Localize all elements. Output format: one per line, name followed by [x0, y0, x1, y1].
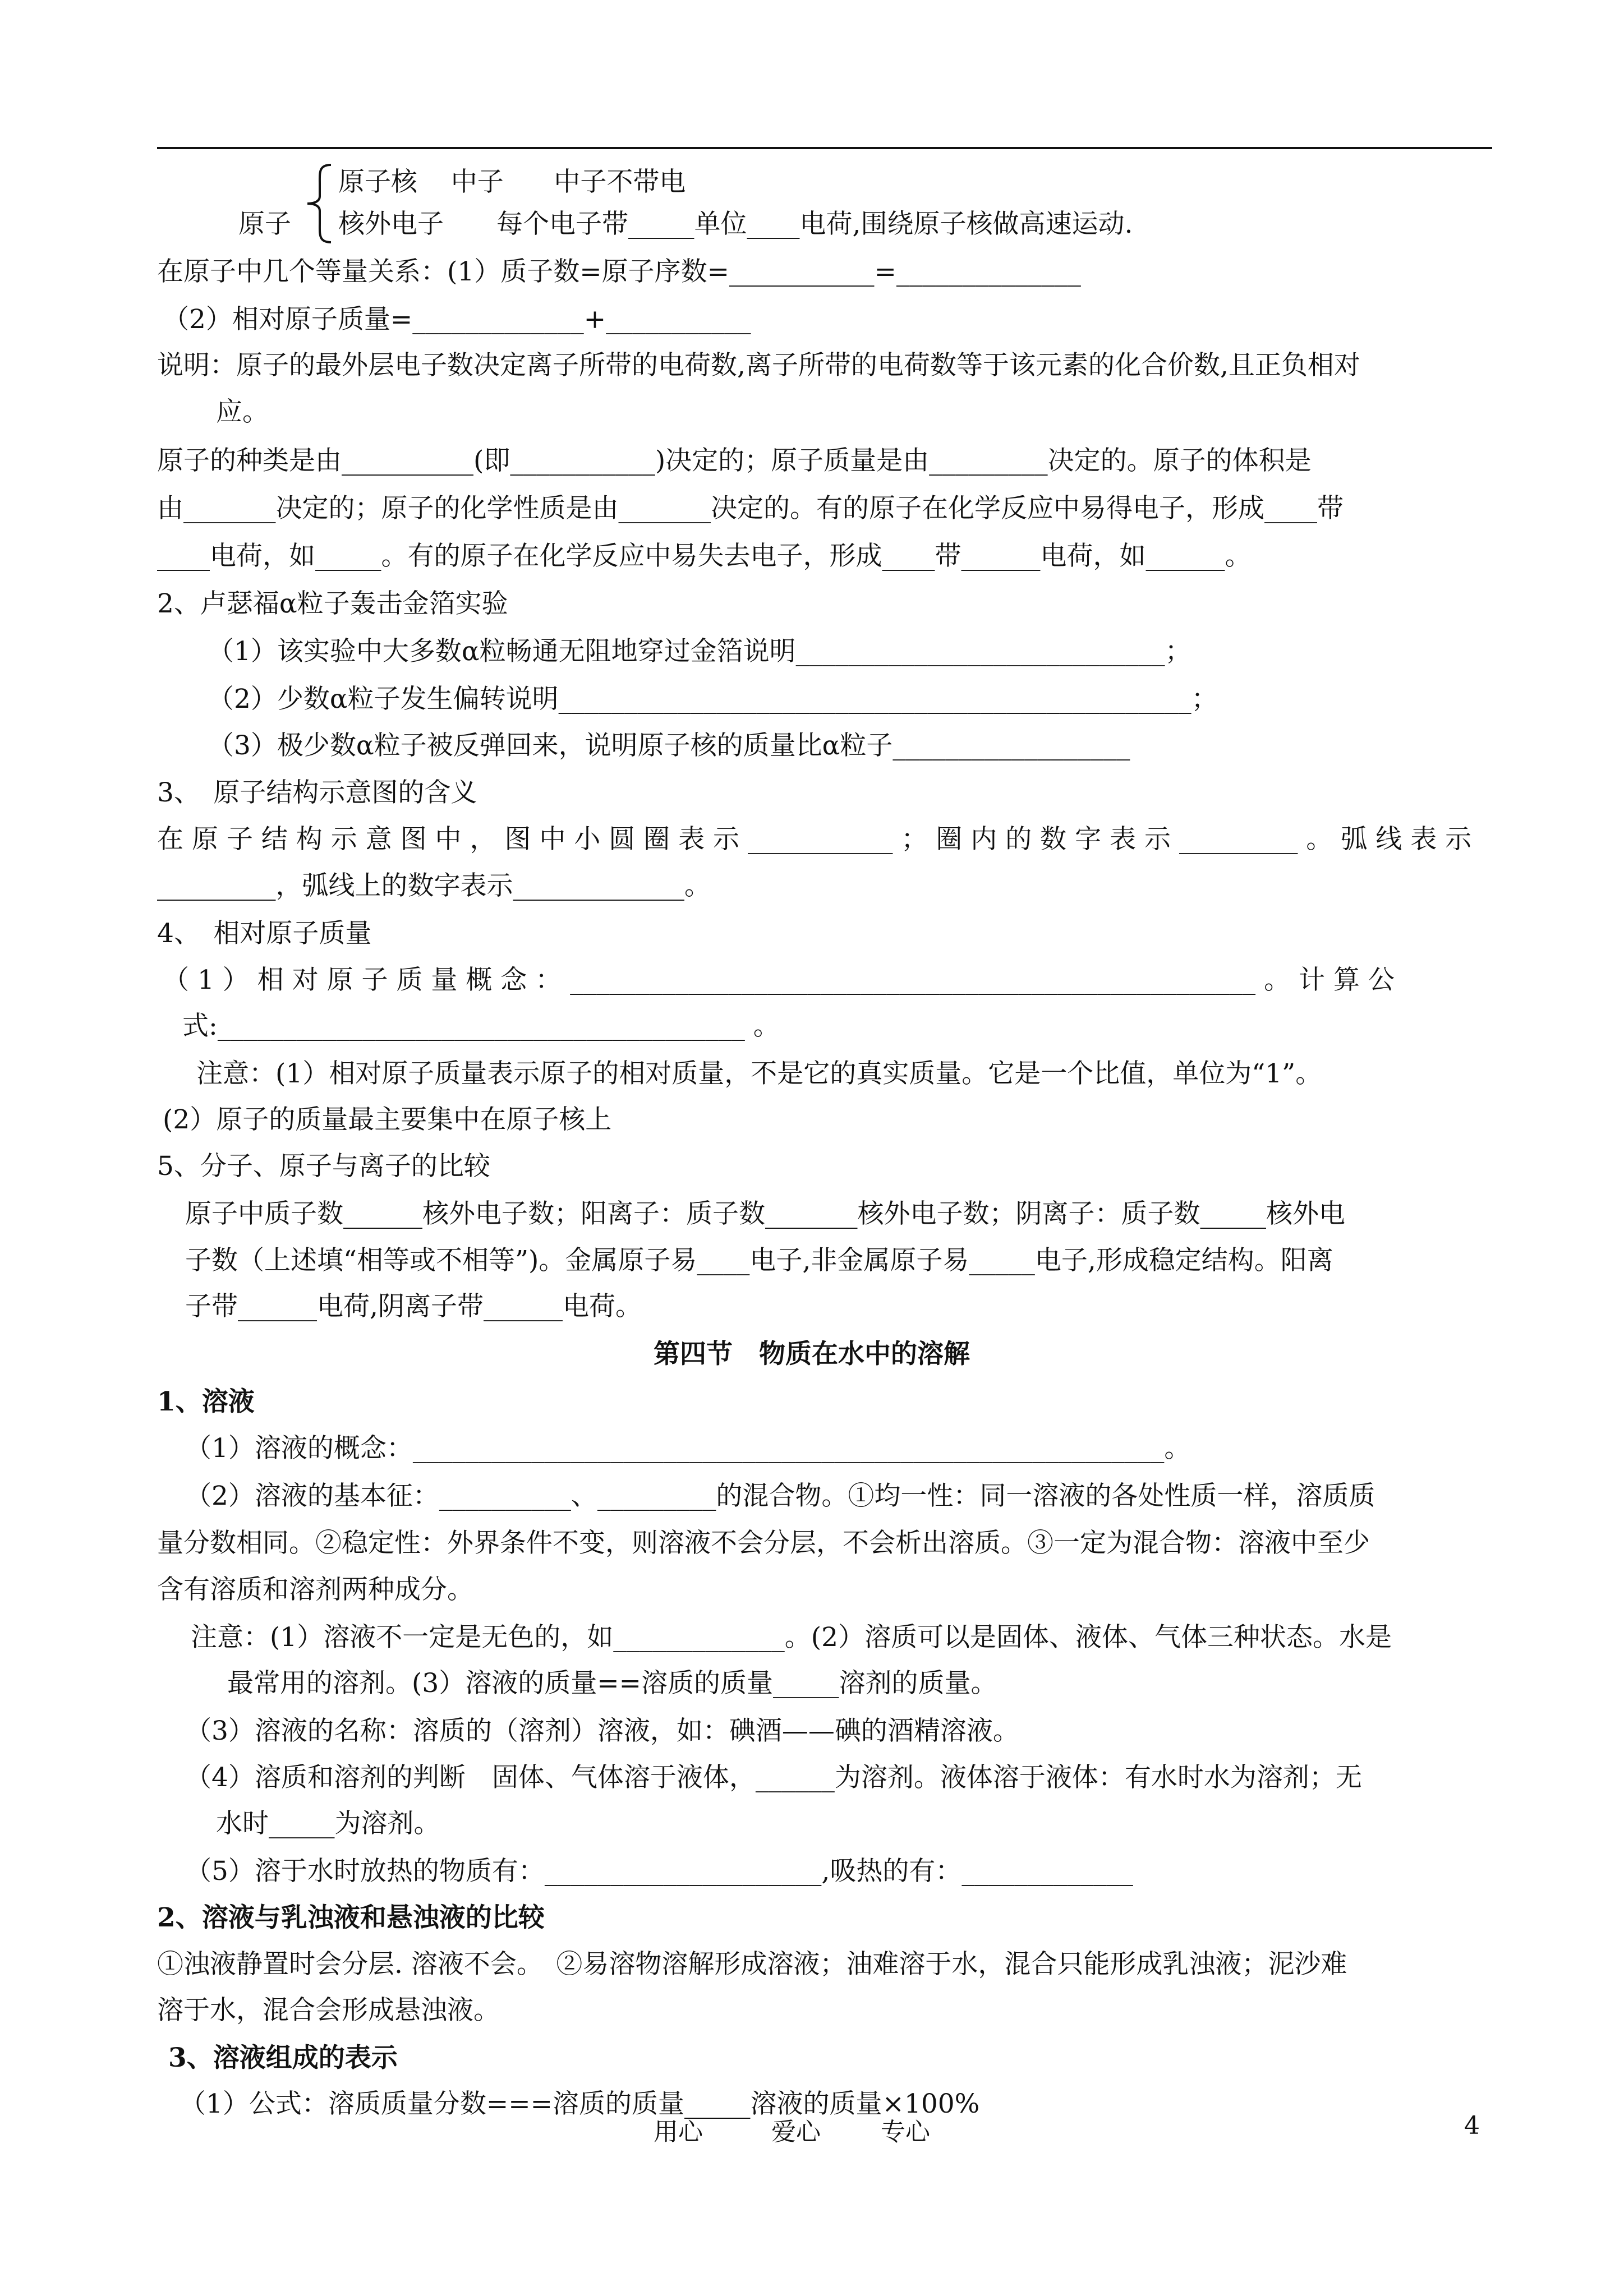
section-heading: 5、分子、原子与离子的比较	[157, 1151, 490, 1182]
text-line: （2）少数α粒子发生偏转说明________________________________________________；	[208, 684, 1218, 714]
text-line: 式:________________________________________ 。	[182, 1011, 780, 1041]
text-line: 注意：(1）溶液不一定是无色的，如_____________。(2）溶质可以是固体、液体、气体三种状态。水是	[191, 1622, 1392, 1653]
tree-root: 原子	[238, 209, 291, 239]
text-line: 原子中质子数______核外电子数；阳离子：质子数_______核外电子数；阴离子：质子数_____核外电	[185, 1198, 1345, 1229]
tree-neutron-note: 中子不带电	[554, 167, 686, 197]
text-line: 说明：原子的最外层电子数决定离子所带的电荷数,离子所带的电荷数等于该元素的化合价数,且正负相对	[157, 350, 1360, 381]
text-line: ①浊液静置时会分层. 溶液不会。 ②易溶物溶解形成溶液；油难溶于水，混合只能形成乳浊液；泥沙难	[157, 1949, 1347, 1980]
footer-motto: 用心	[654, 2118, 703, 2146]
brace-icon	[303, 162, 337, 246]
text-line: 在 原 子 结 构 示 意 图 中 ， 图 中 小 圆 圈 表 示 ___________ ； 圈 内 的 数 字 表 示 _________ 。 弧 线 表 示	[157, 824, 1472, 855]
text-line: 含有溶质和溶剂两种成分。	[157, 1574, 473, 1605]
text-line: _________，弧线上的数字表示_____________。	[157, 870, 711, 901]
text-line: 溶于水，混合会形成悬浊液。	[157, 1995, 500, 2026]
section-heading: 3、 原子结构示意图的含义	[157, 777, 477, 808]
header-rule	[157, 147, 1492, 149]
text-line: （1）溶液的概念：_________________________________________________________。	[185, 1433, 1191, 1464]
tree-nucleus-label: 原子核	[338, 167, 417, 197]
text-line: 原子的种类是由__________(即___________)决定的；原子质量是由_________决定的。原子的体积是	[157, 445, 1312, 476]
text-line: 应。	[216, 397, 269, 427]
text-line: 由_______决定的；原子的化学性质是由_______决定的。有的原子在化学反应中易得电子，形成____带	[157, 493, 1344, 524]
text-line: （ 1 ） 相 对 原 子 质 量 概 念 ： ____________________________________________________ 。 计 算 公	[163, 965, 1395, 995]
text-line: （5）溶于水时放热的物质有：_____________________,吸热的有：_____________	[185, 1856, 1133, 1887]
tree-nucleus	[338, 165, 686, 199]
text-line: 量分数相同。②稳定性：外界条件不变，则溶液不会分层，不会析出溶质。③一定为混合物：溶液中至少	[157, 1528, 1370, 1559]
section-heading: 1、溶液	[157, 1386, 255, 1417]
page-number: 4	[1464, 2111, 1480, 2140]
text-line: （2）溶液的基本征：__________、_________的混合物。①均一性：同一溶液的各处性质一样，溶质质	[185, 1481, 1375, 1511]
text-line: 子数（上述填“相等或不相等”)。金属原子易____电子,非金属原子易_____电子,形成稳定结构。阳离	[185, 1245, 1333, 1276]
tree-electron-line: 核外电子 每个电子带_____单位____电荷,围绕原子核做高速运动.	[338, 209, 1133, 239]
text-line: 注意：(1）相对原子质量表示原子的相对质量，不是它的真实质量。它是一个比值，单位为“1”。	[196, 1058, 1322, 1089]
text-line: （3）极少数α粒子被反弹回来，说明原子核的质量比α粒子__________________	[208, 730, 1130, 761]
text-line: (2）原子的质量最主要集中在原子核上	[163, 1104, 612, 1135]
section-title: 第四节 物质在水中的溶解	[654, 1339, 970, 1370]
text-line: ____电荷，如_____。有的原子在化学反应中易失去电子，形成____带______电荷，如______。	[157, 541, 1252, 571]
text-line: （3）溶液的名称：溶质的（溶剂）溶液，如：碘酒——碘的酒精溶液。	[185, 1716, 1019, 1746]
text-line: （1）该实验中大多数α粒畅通无阻地穿过金箔说明____________________________；	[208, 636, 1191, 667]
footer-motto: 专心	[881, 2118, 930, 2146]
section-heading: 4、 相对原子质量	[157, 918, 372, 949]
text-line: 水时_____为溶剂。	[216, 1808, 440, 1839]
tree-neutron-label: 中子	[450, 167, 504, 197]
text-line: （1）公式：溶质质量分数===溶质的质量_____溶液的质量×100%	[180, 2088, 980, 2119]
section-heading: 3、溶液组成的表示	[168, 2043, 398, 2073]
section-heading: 2、溶液与乳浊液和悬浊液的比较	[157, 1902, 545, 1933]
footer-motto: 爱心	[771, 2118, 821, 2146]
section-heading: 2、卢瑟福α粒子轰击金箔实验	[157, 588, 508, 619]
text-line: （2）相对原子质量=_____________+___________	[163, 304, 751, 335]
text-line: 在原子中几个等量关系：(1）质子数=原子序数=___________=______________	[157, 256, 1081, 287]
text-line: 子带______电荷,阴离子带______电荷。	[185, 1291, 642, 1322]
text-line: （4）溶质和溶剂的判断 固体、气体溶于液体，______为溶剂。液体溶于液体：有水时水为溶剂；无	[185, 1762, 1362, 1793]
text-line: 最常用的溶剂。(3）溶液的质量==溶质的质量_____溶剂的质量。	[227, 1668, 997, 1699]
